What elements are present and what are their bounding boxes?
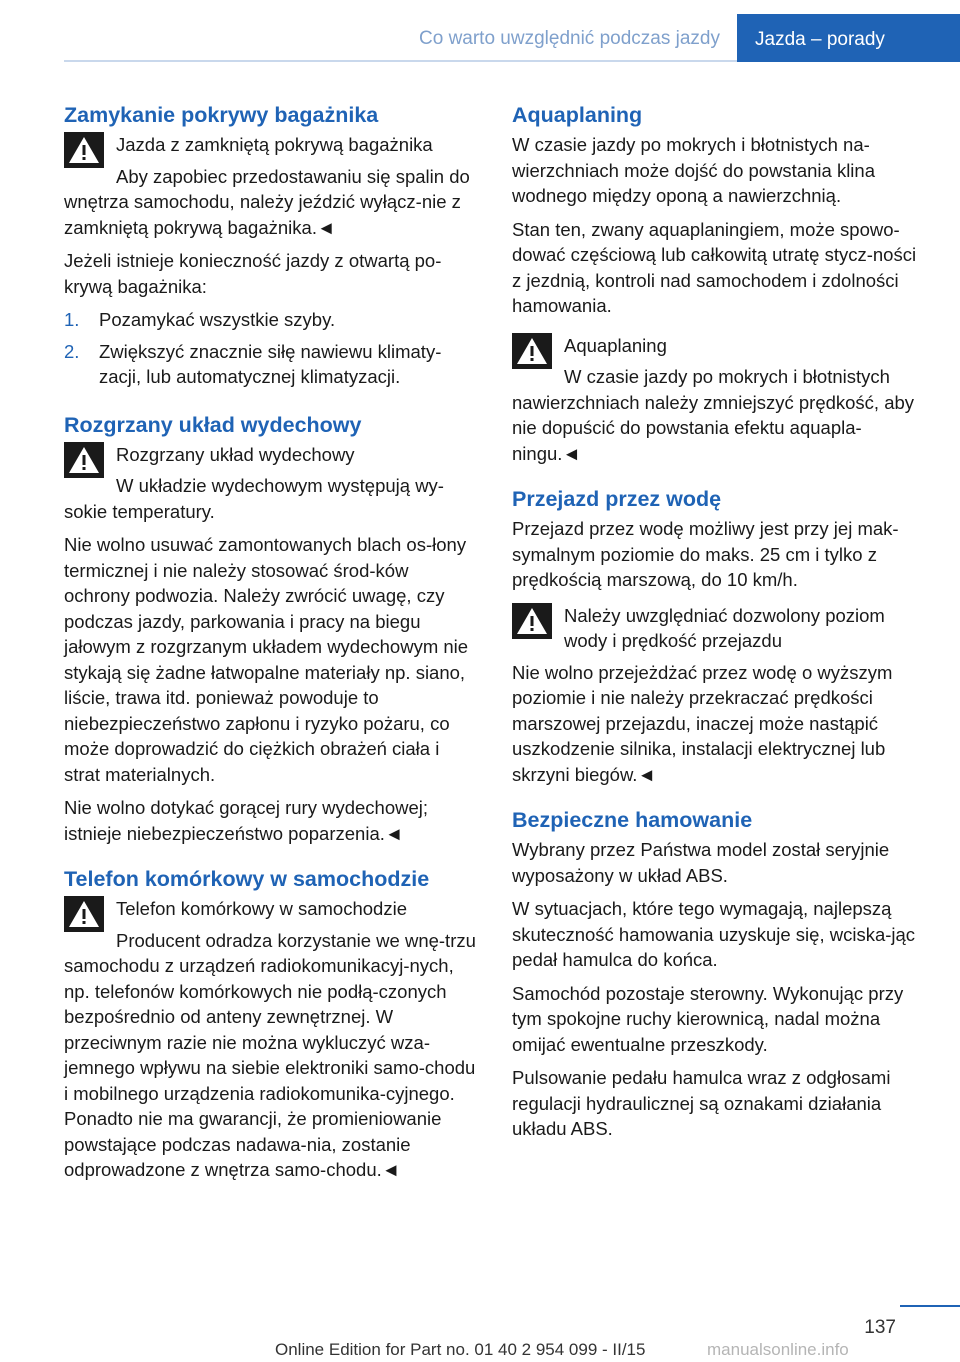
- warning-text: W czasie jazdy po mokrych i błotnistych nawierzchniach należy zmniejszyć prędkość, aby nie dopuścić do powstania efektu aquapla-ningu.◄: [512, 366, 915, 464]
- header-chapter-tab: Jazda – porady: [737, 14, 960, 62]
- warning-box-exhaust: [64, 442, 479, 525]
- paragraph: Nie wolno usuwać zamontowanych blach os-łony termicznej i nie należy stosować środ-ków ochrony podwozia. Należy zwrócić uwagę, czy podczas jazdy, parkowania i pracy na biegu jałowym z rozgrzanym układem wydechowym nie stykają się żadne łatwopalne materiały np. siano, liście, trawa itd. ponieważ powoduje to niebezpieczeństwo zapłonu i ryzyko pożaru, co może doprowadzić do ciężkich obrażeń ciała i strat materialnych.: [64, 534, 469, 785]
- list-item: [64, 307, 479, 333]
- page-header: [0, 0, 960, 62]
- paragraph: Przejazd przez wodę możliwy jest przy jej mak-symalnym poziomie do maks. 25 cm i tylko z prędkością marszową, do 10 km/h.: [512, 518, 899, 590]
- warning-box-aquaplaning: [512, 333, 927, 467]
- warning-text: Nie wolno przejeżdżać przez wodę o wyższym poziomie i nie należy przekraczać prędkości marszowej przejazdu, inaczej może nastąpić uszkodzenie silnika, instalacji elektrycznej lub skrzyni biegów.◄: [512, 661, 893, 785]
- paragraph: W czasie jazdy po mokrych i błotnistych na-wierzchniach może dojść do powstania klina wodnego między oponą a nawierzchnią.: [512, 134, 875, 206]
- warning-triangle-icon: [512, 603, 552, 647]
- paragraph: Stan ten, zwany aquaplaningiem, może spowo-dować częściową lub całkowitą utratę stycz-ności z jezdnią, kontroli nad samochodem i zdolności hamowania.: [512, 218, 917, 316]
- footer-site-watermark: manualsonline.info: [707, 1340, 849, 1359]
- warning-box-trunk: [64, 132, 479, 240]
- right-column: [512, 100, 927, 1150]
- warning-triangle-icon: [64, 442, 104, 486]
- warning-triangle-icon: [64, 132, 104, 176]
- section-title-aquaplaning: Aquaplaning: [512, 103, 643, 127]
- warning-text: Aby zapobiec przedostawaniu się spalin do wnętrza samochodu, należy jeździć wyłącz-nie z zamkniętą pokrywą bagażnika.◄: [64, 165, 470, 238]
- paragraph: Pulsowanie pedału hamulca wraz z odgłosami regulacji hydraulicznej są oznakami działania układu ABS.: [512, 1067, 891, 1139]
- warning-title: Telefon komórkowy w samochodzie: [116, 898, 407, 919]
- step-number: 1.: [64, 309, 80, 330]
- header-section-title: Co warto uwzględnić podczas jazdy: [419, 28, 720, 49]
- section-title-trunk: Zamykanie pokrywy bagażnika: [64, 103, 379, 127]
- warning-triangle-icon: [512, 333, 552, 377]
- warning-text: Producent odradza korzystanie we wnę-trzu samochodu z urządzeń radiokomunikacyj-nych, np. telefonów komórkowych nie podłą-czonych bezpośrednio od anteny zewnętrznej. W przeciwnym razie nie można wykluczyć wza-jemnego wpływu na siebie elektroniki samo-chodu i mobilnego urządzenia radiokomunika-cyjnego. Ponadto nie ma gwarancji, że promieniowanie powstające podczas nadawa-nia, zostanie odprowadzone z wnętrza samo-chodu.◄: [64, 929, 476, 1180]
- warning-title: Jazda z zamkniętą pokrywą bagażnika: [116, 134, 433, 155]
- left-column: [64, 100, 479, 1191]
- footer-divider: [900, 1305, 960, 1307]
- list-item: [64, 339, 479, 390]
- warning-text: W układzie wydechowym występują wy-sokie temperatury.: [64, 475, 444, 522]
- section-title-braking: Bezpieczne hamowanie: [512, 808, 753, 832]
- step-text: Zwiększyć znacznie siłę nawiewu klimaty-zacji, lub automatycznej klimatyzacji.: [99, 340, 442, 387]
- paragraph: Jeżeli istnieje konieczność jazdy z otwartą po-krywą bagażnika:: [64, 250, 442, 297]
- step-number: 2.: [64, 340, 80, 362]
- warning-triangle-icon: [64, 896, 104, 940]
- footer-edition: Online Edition for Part no. 01 40 2 954 099 - II/15: [275, 1340, 646, 1359]
- header-divider: [64, 60, 737, 62]
- page-number: 137: [864, 1317, 896, 1338]
- paragraph: Wybrany przez Państwa model został seryjnie wyposażony w układ ABS.: [512, 839, 890, 886]
- warning-title: Aquaplaning: [564, 334, 667, 356]
- paragraph: Nie wolno dotykać gorącej rury wydechowej; istnieje niebezpieczeństwo poparzenia.◄: [64, 797, 429, 844]
- section-title-water-crossing: Przejazd przez wodę: [512, 487, 722, 511]
- warning-title: Rozgrzany układ wydechowy: [116, 443, 355, 465]
- step-text: Pozamykać wszystkie szyby.: [99, 309, 336, 330]
- paragraph: W sytuacjach, które tego wymagają, najlepszą skuteczność hamowania uzyskuje się, wciska-jąc pedał hamulca do końca.: [512, 898, 916, 970]
- paragraph: Samochód pozostaje sterowny. Wykonując przy tym spokojne ruchy kierownicą, nadal można omijać ewentualne przeszkody.: [512, 982, 904, 1055]
- section-title-phone: Telefon komórkowy w samochodzie: [64, 867, 430, 891]
- warning-box-phone: [64, 896, 479, 1183]
- warning-title: Należy uwzględniać dozwolony poziom wody i prędkość przejazdu: [564, 604, 885, 651]
- section-title-exhaust: Rozgrzany układ wydechowy: [64, 412, 362, 437]
- warning-box-water: [512, 603, 927, 788]
- steps-list: [64, 307, 479, 390]
